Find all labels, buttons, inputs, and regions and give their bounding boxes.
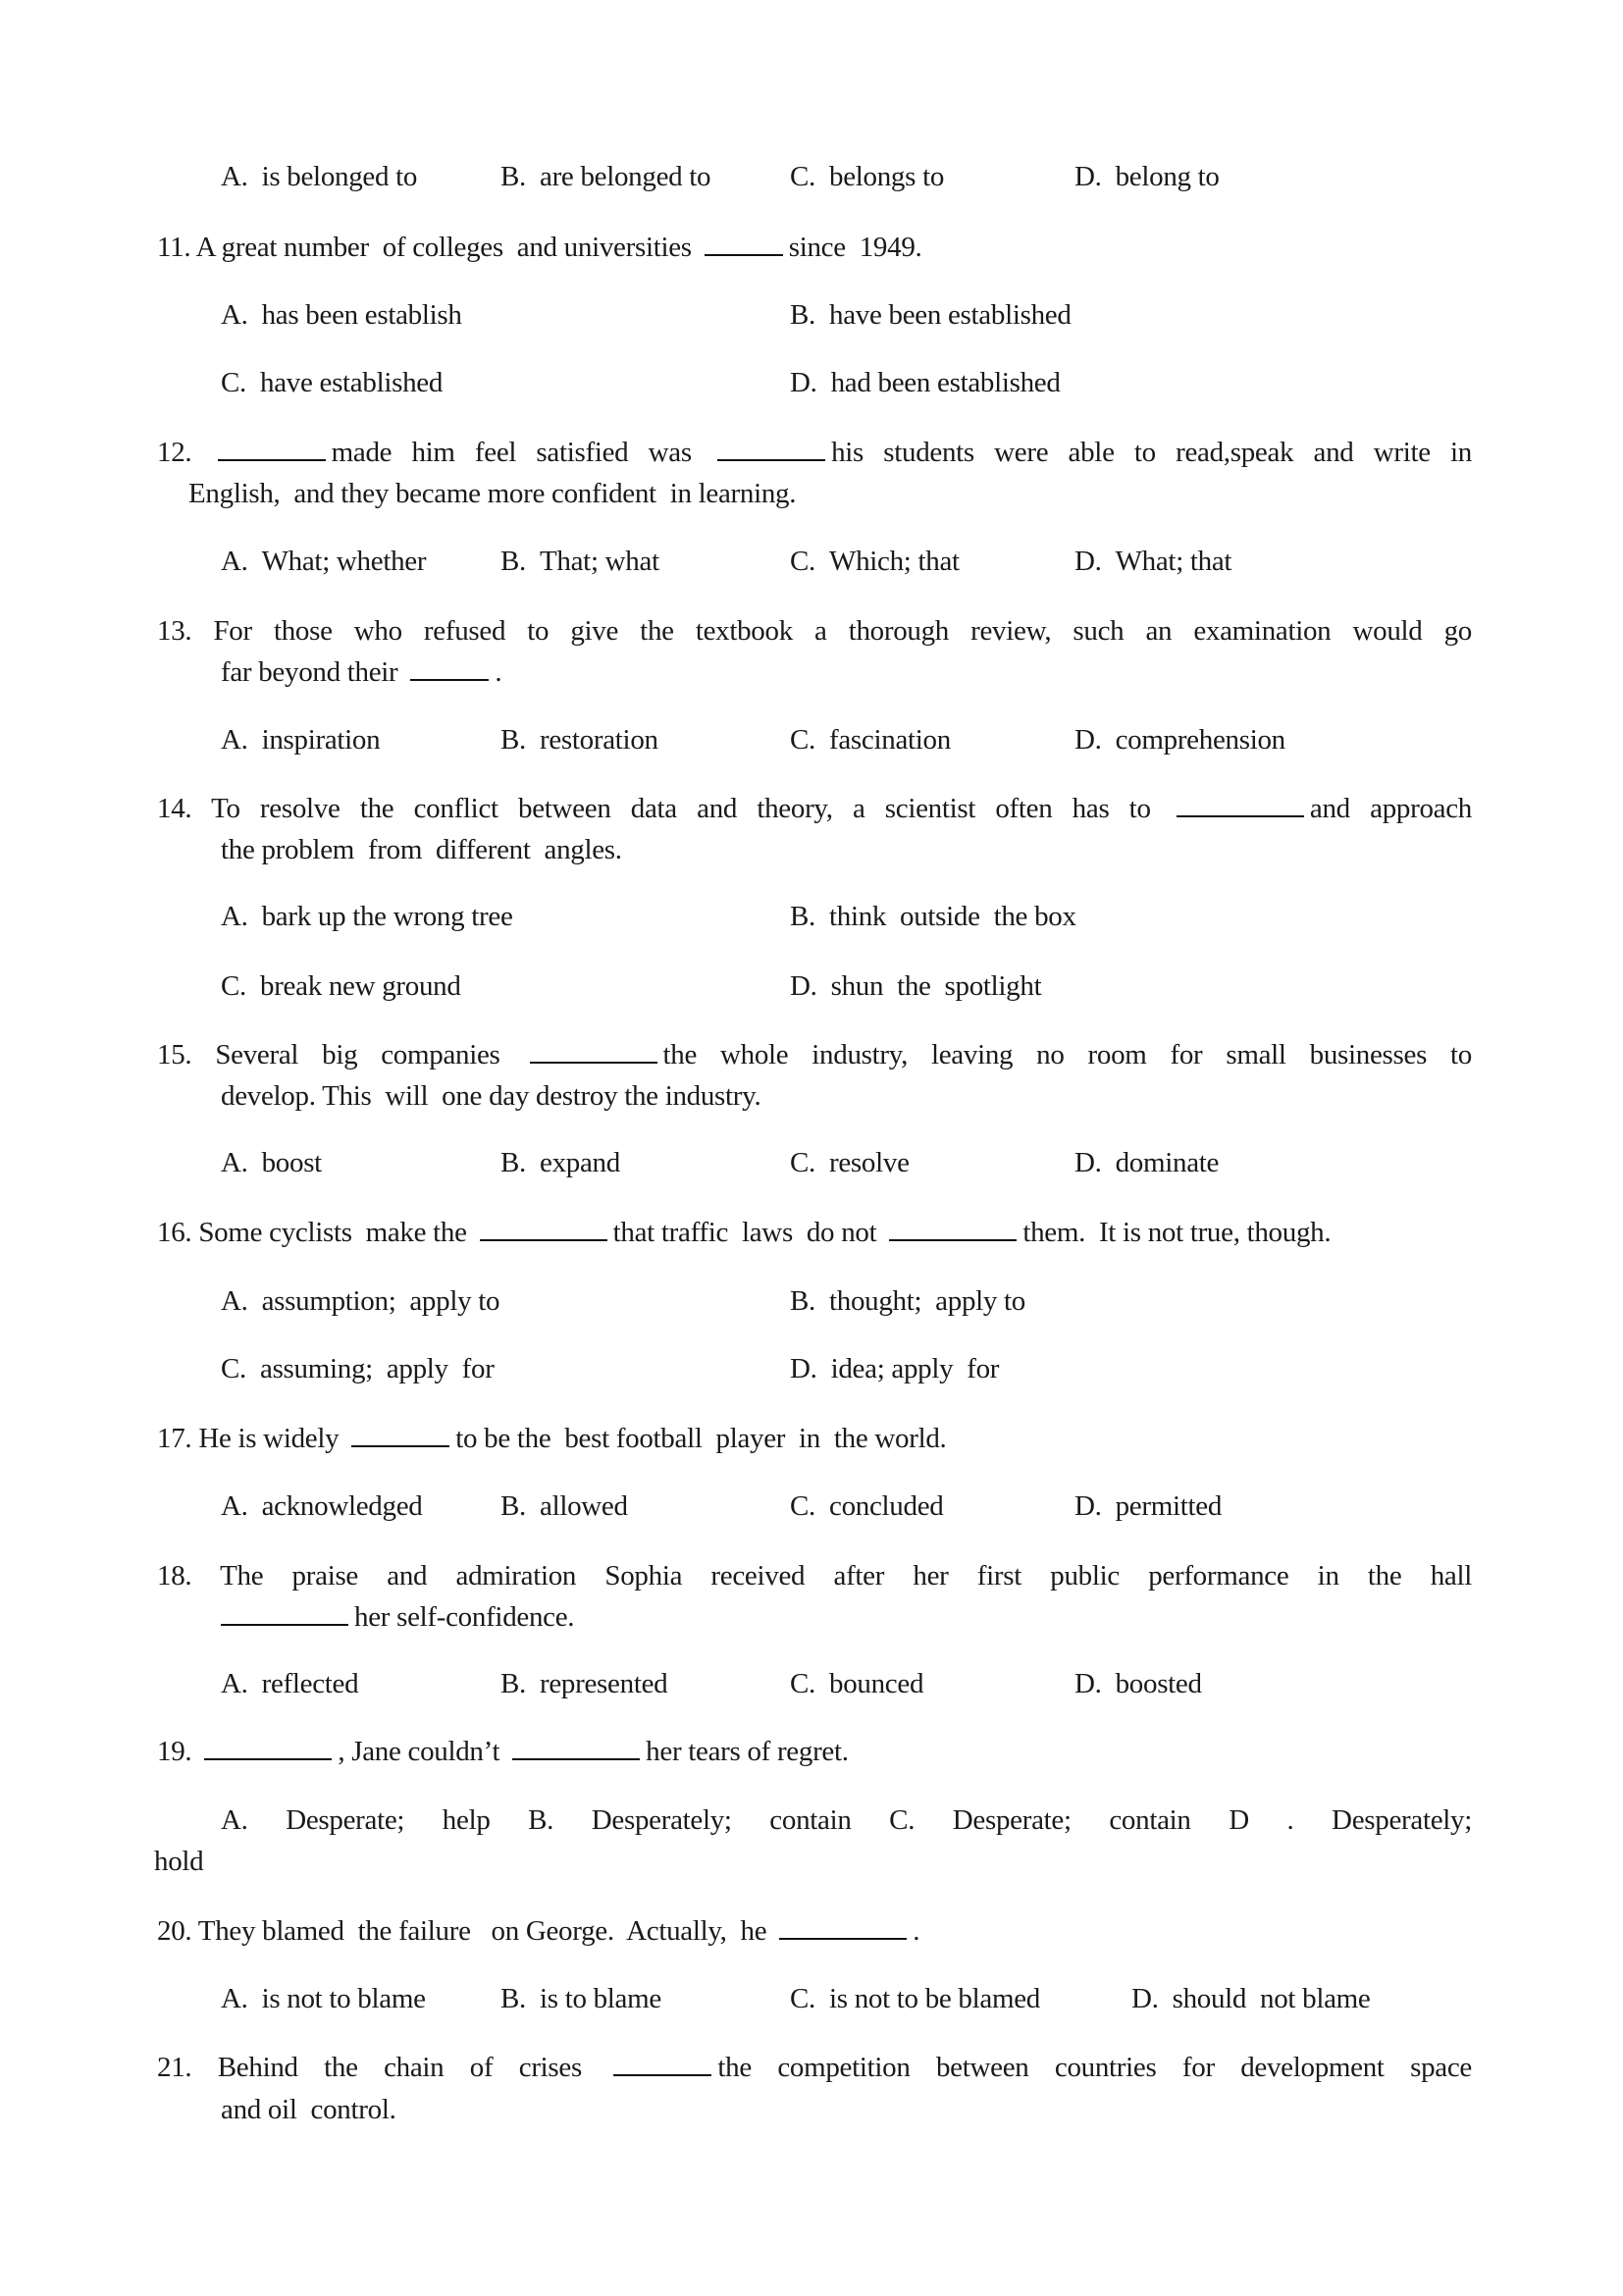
option-c: C. have established bbox=[221, 367, 444, 398]
answer-blank bbox=[705, 253, 783, 256]
option-c: C. resolve bbox=[790, 1147, 910, 1178]
question-stem: 15. Several big companies the whole industry, leaving no room for small businesses to bbox=[157, 1039, 1472, 1070]
question-stem-continued: English, and they became more confident in learning. bbox=[188, 478, 797, 509]
option-a: A. What; whether bbox=[221, 546, 427, 577]
answer-blank bbox=[204, 1757, 332, 1760]
option-d: D. permitted bbox=[1074, 1490, 1223, 1522]
question-stem-continued: develop. This will one day destroy the industry. bbox=[221, 1080, 761, 1112]
question-stem-continued: the problem from different angles. bbox=[221, 834, 622, 865]
option-c: C. concluded bbox=[790, 1490, 944, 1522]
option-b: B. think outside the box bbox=[790, 901, 1076, 932]
option-b: B. allowed bbox=[500, 1490, 628, 1522]
option-d: D. dominate bbox=[1074, 1147, 1220, 1178]
answer-blank bbox=[480, 1238, 607, 1241]
option-a: A. is belonged to bbox=[221, 161, 418, 192]
option-b: B. have been established bbox=[790, 299, 1072, 331]
answer-blank bbox=[717, 458, 825, 461]
answer-blank bbox=[1177, 814, 1304, 817]
option-a: A. reflected bbox=[221, 1668, 359, 1699]
answer-blank bbox=[530, 1061, 657, 1064]
question-stem: 16. Some cyclists make the that traffic laws do not them. It is not true, though. bbox=[157, 1217, 1332, 1248]
question-stem-continued: and oil control. bbox=[221, 2094, 396, 2125]
option-b: B. expand bbox=[500, 1147, 620, 1178]
option-a: A. assumption; apply to bbox=[221, 1285, 500, 1317]
option-c: C. break new ground bbox=[221, 970, 461, 1002]
option-d: D. had been established bbox=[790, 367, 1061, 398]
option-c: C. assuming; apply for bbox=[221, 1353, 495, 1384]
question-stem: 13. For those who refused to give the textbook a thorough review, such an examination would go bbox=[157, 615, 1472, 647]
option-c: C. Which; that bbox=[790, 546, 960, 577]
option-b: B. is to blame bbox=[500, 1983, 661, 2014]
option-a: A. bark up the wrong tree bbox=[221, 901, 513, 932]
option-c: C. is not to be blamed bbox=[790, 1983, 1040, 2014]
options-line: A. Desperate; help B. Desperately; contain C. Desperate; contain D . Desperately; bbox=[221, 1804, 1472, 1836]
answer-blank bbox=[512, 1757, 640, 1760]
option-b: B. That; what bbox=[500, 546, 659, 577]
question-stem: 14. To resolve the conflict between data and theory, a scientist often has to and approach bbox=[157, 793, 1472, 824]
question-stem: 18. The praise and admiration Sophia received after her first public performance in the hall bbox=[157, 1560, 1472, 1592]
question-stem: 11. A great number of colleges and universities since 1949. bbox=[157, 232, 922, 263]
answer-blank bbox=[779, 1937, 907, 1940]
answer-blank bbox=[218, 458, 326, 461]
option-c: C. belongs to bbox=[790, 161, 945, 192]
option-d: D. should not blame bbox=[1131, 1983, 1371, 2014]
option-d: D. belong to bbox=[1074, 161, 1220, 192]
option-d: D. What; that bbox=[1074, 546, 1232, 577]
option-d: D. comprehension bbox=[1074, 724, 1285, 756]
option-b: B. thought; apply to bbox=[790, 1285, 1026, 1317]
option-b: B. restoration bbox=[500, 724, 658, 756]
question-stem: 19. , Jane couldn’t her tears of regret. bbox=[157, 1736, 849, 1767]
question-stem: 20. They blamed the failure on George. Actually, he . bbox=[157, 1915, 920, 1947]
answer-blank bbox=[221, 1623, 348, 1626]
option-d: D. boosted bbox=[1074, 1668, 1202, 1699]
question-stem: 17. He is widely to be the best football player in the world. bbox=[157, 1423, 947, 1454]
option-b: B. represented bbox=[500, 1668, 668, 1699]
option-a: A. acknowledged bbox=[221, 1490, 423, 1522]
options-line-wrap: hold bbox=[154, 1846, 204, 1877]
answer-blank bbox=[410, 678, 489, 681]
question-stem: 12. made him feel satisfied was his students were able to read,speak and write in bbox=[157, 437, 1473, 468]
option-c: C. bounced bbox=[790, 1668, 924, 1699]
option-d: D. idea; apply for bbox=[790, 1353, 1000, 1384]
option-d: D. shun the spotlight bbox=[790, 970, 1042, 1002]
question-stem: 21. Behind the chain of crises the competition between countries for development space bbox=[157, 2052, 1472, 2083]
option-a: A. boost bbox=[221, 1147, 322, 1178]
answer-blank bbox=[351, 1444, 449, 1447]
answer-blank bbox=[613, 2073, 711, 2076]
option-a: A. is not to blame bbox=[221, 1983, 426, 2014]
question-stem-continued: her self-confidence. bbox=[221, 1599, 574, 1635]
option-b: B. are belonged to bbox=[500, 161, 711, 192]
option-c: C. fascination bbox=[790, 724, 951, 756]
option-a: A. inspiration bbox=[221, 724, 381, 756]
question-stem-continued: far beyond their . bbox=[221, 656, 502, 688]
answer-blank bbox=[889, 1238, 1017, 1241]
option-a: A. has been establish bbox=[221, 299, 462, 331]
